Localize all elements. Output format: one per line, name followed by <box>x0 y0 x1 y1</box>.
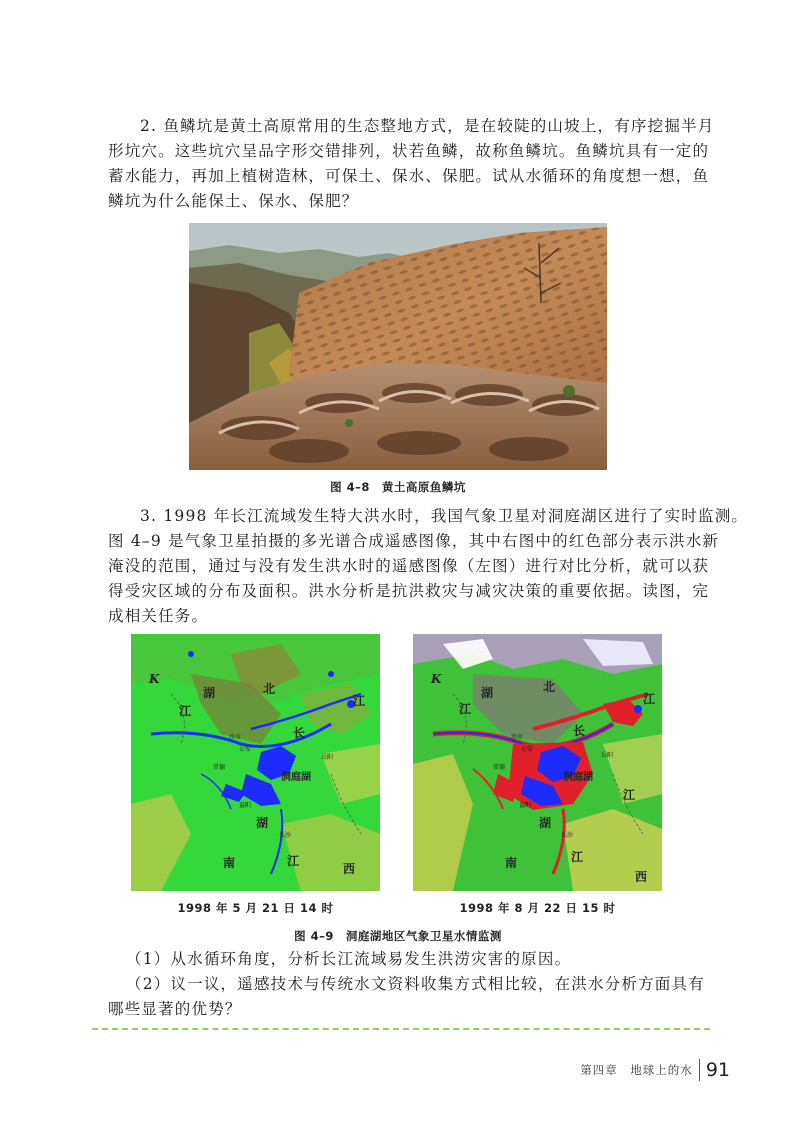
map-label-yiyang: 益阳 <box>519 802 532 809</box>
map-label-changde: 常德 <box>213 764 226 771</box>
map-label-bei: 北 <box>263 682 276 696</box>
map-label-k: K <box>149 672 160 686</box>
map-label-dongting: 洞庭湖 <box>281 772 311 783</box>
map-label-yueyang: 岳阳 <box>321 754 334 761</box>
map-label-nan: 南 <box>223 856 236 870</box>
figure-4-8-caption: 图 4–8 黄土高原鱼鳞坑 <box>330 480 466 494</box>
map-label-gongan: 公安 <box>521 746 534 753</box>
map-label-dongting: 洞庭湖 <box>563 772 593 783</box>
question-3-line: 得受灾区域的分布及面积。洪水分析是抗洪救灾与减灾决策的重要依据。读图，完 <box>108 582 710 600</box>
map-label-shashi: 沙市 <box>511 734 524 741</box>
task-2-line-1: （2）议一议，遥感技术与传统水文资料收集方式相比较，在洪水分析方面具有 <box>126 975 705 993</box>
map-label-yiyang: 益阳 <box>239 802 252 809</box>
map-label-bei: 北 <box>543 680 556 694</box>
map-label-jiang: 江 <box>179 704 192 718</box>
question-2-line: 2. 鱼鳞坑是黄土高原常用的生态整地方式，是在较陡的山坡上，有序挖掘半月 <box>140 117 715 135</box>
question-3-line: 成相关任务。 <box>108 607 209 625</box>
task-2-line-2: 哪些显著的优势？ <box>108 1000 242 1018</box>
figure-4-9-caption: 图 4–9 洞庭湖地区气象卫星水情监测 <box>294 929 502 943</box>
question-2-line: 蓄水能力，再加上植树造林，可保土、保水、保肥。试从水循环的角度想一想，鱼 <box>108 167 710 185</box>
satellite-map-may <box>131 634 380 891</box>
satellite-map-august <box>413 634 662 891</box>
dashed-divider <box>92 1028 710 1030</box>
question-3-line: 3. 1998 年长江流域发生特大洪水时，我国气象卫星对洞庭湖区进行了实时监测。 <box>140 507 749 525</box>
page-footer <box>580 1058 730 1082</box>
footer-separator <box>699 1059 700 1081</box>
question-3-line: 图 4–9 是气象卫星拍摄的多光谱合成遥感图像，其中右图中的红色部分表示洪水新 <box>108 532 720 550</box>
map-label-hu: 湖 <box>203 686 216 700</box>
map-label-gongan: 公安 <box>239 746 252 753</box>
map-label-k: K <box>431 672 442 686</box>
task-list <box>108 947 705 1022</box>
map-label-yueyang: 岳阳 <box>601 752 614 759</box>
map-label-nan: 南 <box>505 856 518 870</box>
map-label-chang: 长 <box>293 726 306 740</box>
map-label-changsha: 长沙 <box>561 832 574 839</box>
chapter-title: 第四章 地球上的水 <box>580 1063 693 1077</box>
map-label-hu: 湖 <box>481 686 494 700</box>
map-label-changde: 常德 <box>493 764 506 771</box>
left-map-date-caption: 1998 年 5 月 21 日 14 时 <box>177 901 334 915</box>
map-label-jiang: 江 <box>643 692 656 706</box>
map-label-xi: 西 <box>343 862 356 876</box>
map-label-jiang: 江 <box>459 702 472 716</box>
map-label-jiang: 江 <box>571 850 584 864</box>
map-label-jiang: 江 <box>623 788 636 802</box>
right-map-date-caption: 1998 年 8 月 22 日 15 时 <box>459 901 616 915</box>
map-label-chang: 长 <box>573 724 586 738</box>
page-number: 91 <box>705 1059 730 1081</box>
map-label-hu: 湖 <box>539 816 552 830</box>
map-label-changsha: 长沙 <box>279 832 292 839</box>
map-label-shashi: 沙市 <box>229 734 242 741</box>
map-label-hu: 湖 <box>256 816 269 830</box>
map-label-jiang: 江 <box>353 694 366 708</box>
question-3-text <box>108 504 749 629</box>
question-3-line: 淹没的范围，通过与没有发生洪水时的遥感图像（左图）进行对比分析，就可以获 <box>108 557 710 575</box>
question-2-line: 鳞坑为什么能保土、保水、保肥？ <box>108 192 359 210</box>
question-2-text <box>108 114 715 214</box>
map-label-xi: 西 <box>635 870 648 884</box>
task-1: （1）从水循环角度，分析长江流域易发生洪涝灾害的原因。 <box>126 950 572 968</box>
fish-scale-pits-photo <box>189 223 607 470</box>
map-label-jiang: 江 <box>287 854 300 868</box>
question-2-line: 形坑穴。这些坑穴呈品字形交错排列，状若鱼鳞，故称鱼鳞坑。鱼鳞坑具有一定的 <box>108 142 710 160</box>
